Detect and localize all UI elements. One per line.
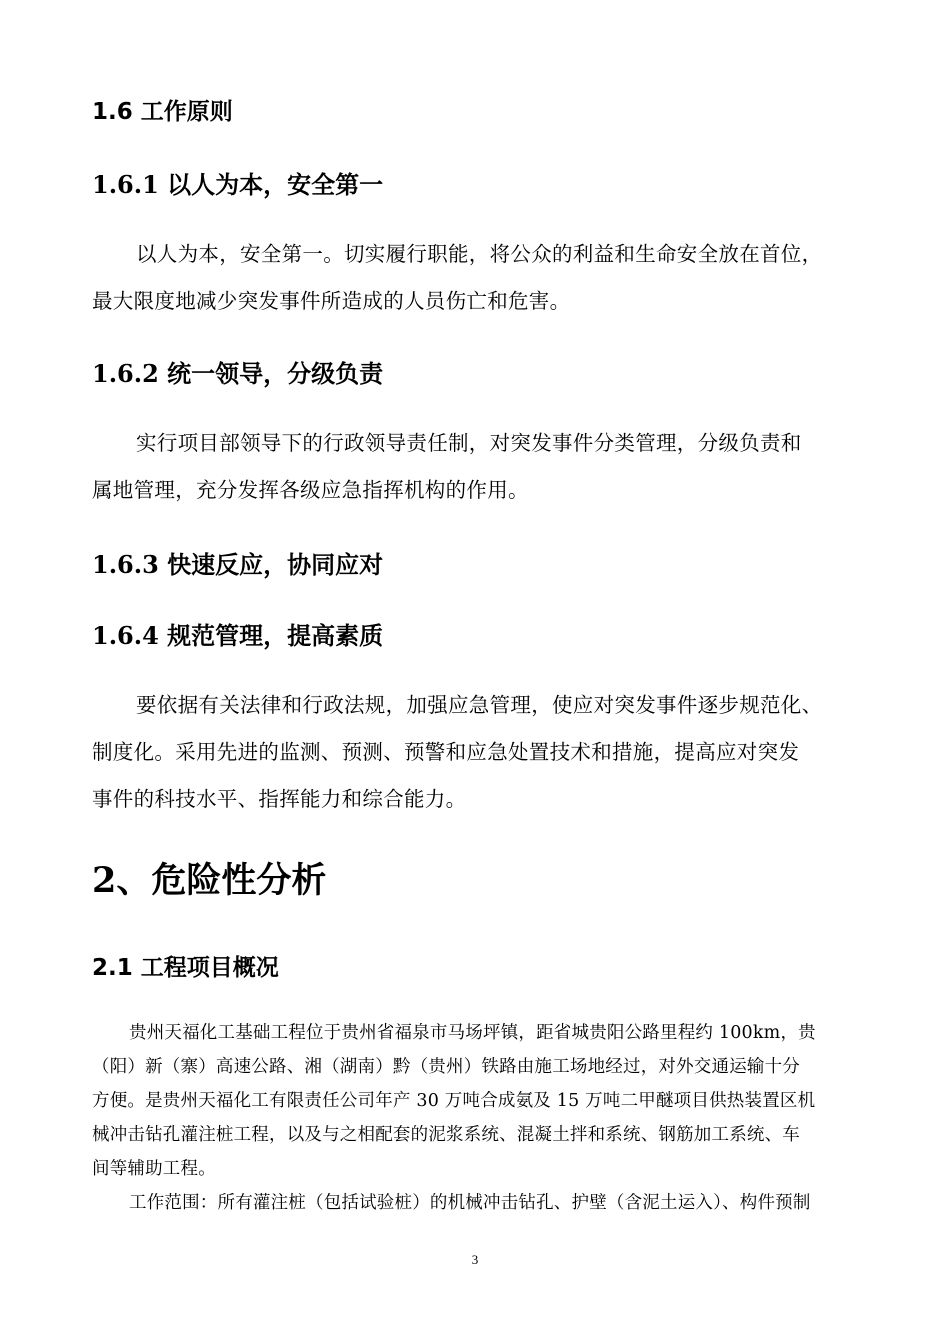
paragraph-2-1 <box>92 1016 816 1220</box>
heading-number: 1.6.2 <box>92 359 159 388</box>
chapter-heading-2 <box>92 853 326 903</box>
section-heading-1-6-3 <box>92 545 383 580</box>
section-heading-1-6: 1.6 工作原则 <box>92 99 233 125</box>
section-heading-2-1: 2.1 工程项目概况 <box>92 955 279 981</box>
heading-number: 1.6.3 <box>92 550 159 579</box>
heading-number: 2 <box>92 860 117 901</box>
paragraph-line: 以人为本，安全第一。切实履行职能，将公众的利益和生命安全放在首位， <box>136 242 823 266</box>
section-heading-1-6-4 <box>92 616 383 651</box>
heading-number: 1.6.4 <box>92 621 159 650</box>
paragraph-line: 最大限度地减少突发事件所造成的人员伤亡和危害。 <box>92 289 571 313</box>
paragraph-line: 事件的科技水平、指挥能力和综合能力。 <box>92 787 467 811</box>
paragraph-1-6-2 <box>92 420 802 514</box>
section-heading-1-6-1 <box>92 165 383 200</box>
paragraph-1-6-1 <box>92 231 822 325</box>
paragraph-line: 实行项目部领导下的行政领导责任制，对突发事件分类管理，分级负责和 <box>136 431 802 455</box>
paragraph-line: 械冲击钻孔灌注桩工程，以及与之相配套的泥浆系统、混凝土拌和系统、钢筋加工系统、车 <box>92 1125 800 1145</box>
paragraph-line: 要依据有关法律和行政法规，加强应急管理，使应对突发事件逐步规范化、 <box>136 693 823 717</box>
paragraph-line: 工作范围：所有灌注桩（包括试验桩）的机械冲击钻孔、护壁（含泥土运入）、构件预制 <box>129 1193 811 1213</box>
paragraph-line: 属地管理，充分发挥各级应急指挥机构的作用。 <box>92 478 529 502</box>
paragraph-line: 方便。是贵州天福化工有限责任公司年产 30 万吨合成氨及 15 万吨二甲醚项目供热装置区机 <box>92 1091 816 1111</box>
paragraph-1-6-4 <box>92 682 822 823</box>
heading-number: 1.6.1 <box>92 170 159 199</box>
heading-text: 以人为本，安全第一 <box>167 170 384 199</box>
paragraph-line: 贵州天福化工基础工程位于贵州省福泉市马场坪镇，距省城贵阳公路里程约 100km，贵 <box>129 1023 816 1043</box>
heading-text: 、危险性分析 <box>116 860 327 901</box>
heading-text: 快速反应，协同应对 <box>167 550 384 579</box>
section-heading-1-6-2 <box>92 354 383 389</box>
paragraph-line: 间等辅助工程。 <box>92 1159 216 1179</box>
paragraph-line: 制度化。采用先进的监测、预测、预警和应急处置技术和措施，提高应对突发 <box>92 740 800 764</box>
heading-text: 规范管理，提高素质 <box>167 621 384 650</box>
heading-text: 统一领导，分级负责 <box>167 359 384 388</box>
paragraph-line: （阳）新（寨）高速公路、湘（湖南）黔（贵州）铁路由施工场地经过，对外交通运输十分 <box>92 1057 800 1077</box>
page-number: 3 <box>471 1252 479 1267</box>
